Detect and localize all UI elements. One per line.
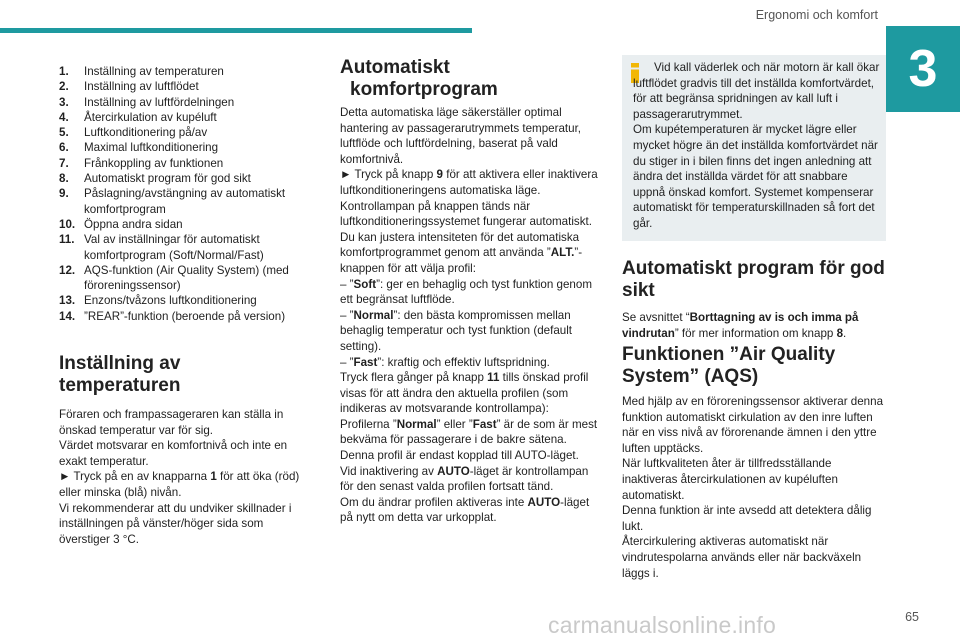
paragraph: Profilerna ”Normal” eller ”Fast” är de som är mest bekväma för passagerare i de bakre sätena. [340,417,598,447]
list-item: 7. Frånkoppling av funktionen [59,156,224,170]
paragraph: Återcirkulering aktiveras automatiskt när vindrutespolarna används eller när backväxeln läggs i. [622,535,862,580]
visibility-section [622,258,886,341]
page-number: 65 [905,610,919,624]
chapter-number-tab: 3 [886,26,960,112]
instruction-paragraph: ► Tryck på knapp 9 för att aktivera eller inaktivera luftkonditioneringens automatiska läge. [340,168,598,197]
list-item: 3. Inställning av luftfördelningen [59,95,235,109]
paragraph: Denna funktion är inte avsedd att detektera dålig lukt. [622,504,872,533]
chapter-title: Ergonomi och komfort [755,8,878,22]
paragraph: Kontrollampan på knappen tänds när luftkonditioneringssystemet fungerar automatiskt. [340,199,592,229]
list-item: 5. Luftkonditionering på/av [59,126,208,140]
paragraph: Se avsnittet “Borttagning av is och imma på vindrutan” för mer information om knapp 8. [622,311,859,340]
control-legend-list [59,64,305,324]
profile-soft: – ”Soft”: ger en behaglig och tyst funktion genom ett begränsat luftflöde. [340,277,592,307]
watermark: carmanualsonline.info [548,612,776,638]
section-heading: Automatiskt komfortprogram [340,57,498,100]
paragraph: Denna profil är endast kopplad till AUTO-läget. [340,449,579,463]
list-item: 4. Återcirkulation av kupéluft [59,110,217,124]
info-text [633,60,883,232]
profile-normal: – ”Normal”: den bästa kompromissen mellan behaglig temperatur och tyst funktion (default setting). [340,308,573,353]
paragraph: Om du ändrar profilen aktiveras inte AUTO-läget på nytt om detta var urkopplat. [340,495,590,525]
paragraph: Vi rekommenderar att du undviker skillnader i inställningen på vänster/höger sida som överstiger 3 °C. [59,501,292,546]
paragraph: När luftkvaliteten åter är tillfredsställande inaktiveras återcirkulationen av kupéluften automatiskt. [622,457,838,502]
list-item: 6. Maximal luftkonditionering [59,141,219,155]
temperature-section [59,353,305,547]
section-heading: Funktionen ”Air Quality System” (AQS) [622,344,836,387]
list-item: 8. Automatiskt program för god sikt [59,172,251,186]
aqs-section [622,344,886,581]
paragraph: Om kupétemperaturen är mycket lägre eller mycket högre än det inställda komfortvärdet när du stiger in i bilen finns det ingen anledning att ändra det inställda värdet för att snabbare uppnå önskad komfort. Systemet kompenserar automatiskt för temperaturskillnaden så fort det går. [633,123,878,230]
list-item: 9. Påslagning/avstängning av automatiskt komfortprogram [59,187,286,216]
auto-comfort-section [340,57,605,526]
info-box [622,55,886,241]
instruction-paragraph: ► Tryck på en av knapparna 1 för att öka (röd) eller minska (blå) nivån. [59,470,300,499]
section-heading: Inställning av temperaturen [59,353,181,396]
paragraph: Tryck flera gånger på knapp 11 tills önskad profil visas för att ändra den aktuella profilen (som indikeras av motsvarande kontrollampa): [340,371,589,416]
header-accent-bar [0,28,472,33]
list-item: 14. ”REAR”-funktion (beroende på version) [59,309,286,323]
list-item: 11. Val av inställningar för automatiskt komfortprogram (Soft/Normal/Fast) [59,233,264,262]
paragraph: Föraren och frampassageraren kan ställa in önskad temperatur var för sig. [59,408,284,437]
paragraph: Med hjälp av en föroreningssensor aktiverar denna funktion automatiskt cirkulation av den inre luften när en viss nivå av förorenande ämnen i den yttre luften upptäcks. [622,395,884,455]
list-item: 10. Öppna andra sidan [59,217,183,231]
list-item: 13. Enzons/tvåzons luftkonditionering [59,294,257,308]
paragraph: Vid kall väderlek och när motorn är kall ökar luftflödet gradvis till det inställda komfortvärdet, för att begränsa spridningen av kall luft i passagerarutrymmet. [633,61,880,121]
paragraph: Detta automatiska läge säkerställer optimal hantering av passagerarutrymmets temperatur, luftflöde och luftfördelning, baserat på vald komfortnivå. [340,106,582,166]
paragraph: Du kan justera intensiteten för det automatiska komfortprogrammet genom att använda ”ALT.”-knappen för att välja profil: [340,230,583,275]
profile-fast: – ”Fast”: kraftig och effektiv luftspridning. [340,355,550,369]
section-heading: Automatiskt program för god sikt [622,258,885,301]
list-item: 12. AQS-funktion (Air Quality System) (med föroreningssensor) [59,263,289,293]
paragraph: Värdet motsvarar en komfortnivå och inte en exakt temperatur. [59,439,288,468]
list-item: 1. Inställning av temperaturen [59,65,224,78]
paragraph: Vid inaktivering av AUTO-läget är kontrollampan för den senast valda profilen fortsatt tänd. [340,464,589,494]
list-item: 2. Inställning av luftflödet [59,80,199,94]
